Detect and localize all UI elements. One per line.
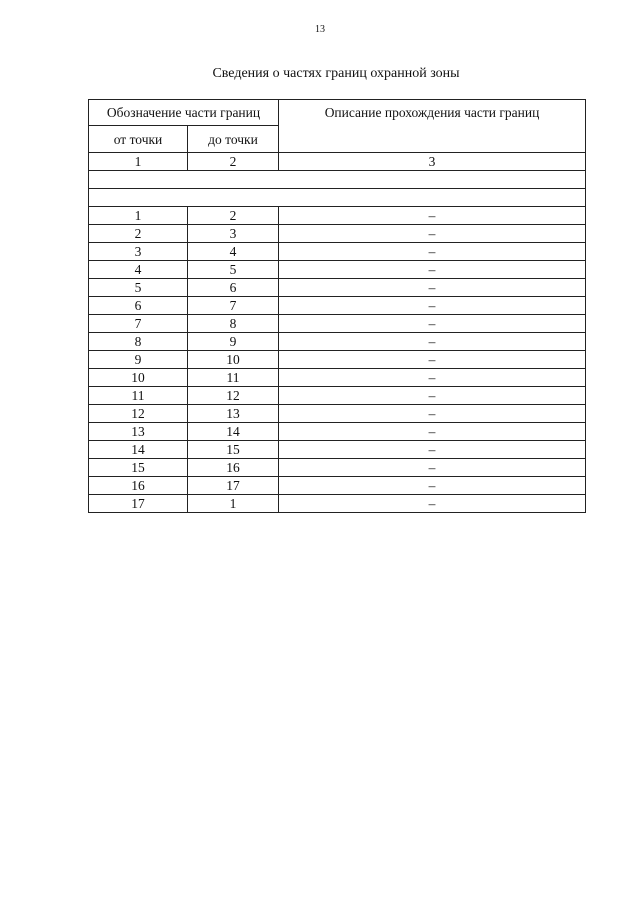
cell-from: 7 [89,315,188,333]
cell-desc: – [279,441,586,459]
cell-to: 1 [188,495,279,513]
cell-from: 9 [89,351,188,369]
cell-from: 8 [89,333,188,351]
table-row [89,297,586,315]
spacer-cell [89,189,586,207]
cell-from: 10 [89,369,188,387]
table-row [89,315,586,333]
cell-to: 6 [188,279,279,297]
table-row [89,261,586,279]
table-row [89,243,586,261]
to-point-header: до точки [188,126,279,153]
cell-from: 14 [89,441,188,459]
table-row [89,279,586,297]
table-row [89,495,586,513]
cell-to: 8 [188,315,279,333]
cell-to: 2 [188,207,279,225]
table-row [89,225,586,243]
cell-desc: – [279,477,586,495]
cell-desc: – [279,261,586,279]
column-number-2: 2 [188,153,279,171]
cell-desc: – [279,423,586,441]
description-header: Описание прохождения части границ [279,100,586,153]
cell-to: 11 [188,369,279,387]
cell-from: 11 [89,387,188,405]
cell-to: 9 [188,333,279,351]
table-row [89,387,586,405]
group-header: Обозначение части границ [89,100,279,126]
cell-desc: – [279,243,586,261]
cell-desc: – [279,315,586,333]
table-row [89,441,586,459]
table-row [89,423,586,441]
cell-from: 13 [89,423,188,441]
column-number-3: 3 [279,153,586,171]
document-title: Сведения о частях границ охранной зоны [212,66,460,81]
cell-from: 6 [89,297,188,315]
cell-to: 4 [188,243,279,261]
table-row [89,459,586,477]
cell-to: 7 [188,297,279,315]
cell-to: 14 [188,423,279,441]
cell-from: 4 [89,261,188,279]
spacer-row [89,189,586,207]
cell-from: 17 [89,495,188,513]
cell-desc: – [279,351,586,369]
cell-to: 5 [188,261,279,279]
cell-to: 10 [188,351,279,369]
table-row [89,351,586,369]
cell-desc: – [279,369,586,387]
table-row [89,207,586,225]
blank-cell [89,171,586,189]
cell-desc: – [279,459,586,477]
table-row [89,333,586,351]
cell-desc: – [279,207,586,225]
cell-from: 5 [89,279,188,297]
cell-to: 3 [188,225,279,243]
table-row [89,369,586,387]
cell-desc: – [279,387,586,405]
cell-desc: – [279,405,586,423]
cell-to: 12 [188,387,279,405]
from-point-header: от точки [89,126,188,153]
cell-to: 15 [188,441,279,459]
table-row [89,477,586,495]
page-number: 13 [315,24,325,35]
cell-to: 13 [188,405,279,423]
cell-from: 3 [89,243,188,261]
boundary-parts-table [88,99,586,513]
cell-from: 16 [89,477,188,495]
cell-from: 12 [89,405,188,423]
cell-desc: – [279,495,586,513]
table-row [89,405,586,423]
column-number-1: 1 [89,153,188,171]
cell-from: 15 [89,459,188,477]
cell-desc: – [279,225,586,243]
cell-desc: – [279,297,586,315]
cell-desc: – [279,333,586,351]
cell-from: 1 [89,207,188,225]
cell-desc: – [279,279,586,297]
cell-to: 17 [188,477,279,495]
blank-row [89,171,586,189]
cell-to: 16 [188,459,279,477]
cell-from: 2 [89,225,188,243]
